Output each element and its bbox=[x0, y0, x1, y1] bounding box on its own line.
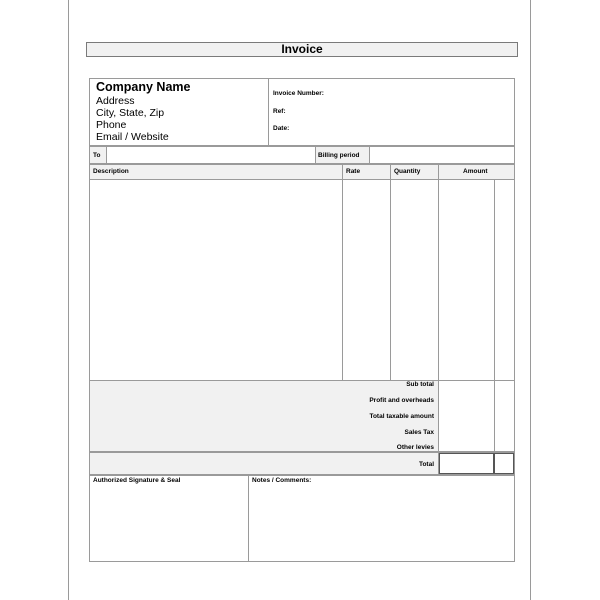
total-value-field[interactable] bbox=[439, 453, 494, 474]
col-rate: Rate bbox=[346, 168, 361, 175]
divider bbox=[342, 164, 343, 380]
billing-period-label: Billing period bbox=[318, 152, 360, 159]
table-header bbox=[90, 165, 514, 179]
col-amount: Amount bbox=[463, 168, 488, 175]
profit-label: Profit and overheads bbox=[369, 397, 434, 404]
signature-label: Authorized Signature & Seal bbox=[93, 477, 181, 484]
to-label: To bbox=[93, 152, 101, 159]
total-label: Total bbox=[418, 461, 434, 468]
company-email: Email / Website bbox=[96, 131, 169, 143]
taxable-label: Total taxable amount bbox=[369, 413, 434, 420]
notes-label: Notes / Comments: bbox=[252, 477, 312, 484]
divider bbox=[494, 179, 495, 452]
col-description: Description bbox=[93, 168, 129, 175]
footer-box bbox=[89, 475, 515, 562]
invoice-title: Invoice bbox=[86, 42, 518, 57]
company-address: Address bbox=[96, 95, 135, 107]
divider bbox=[89, 179, 515, 180]
company-phone: Phone bbox=[96, 119, 127, 131]
divider bbox=[438, 164, 439, 452]
divider bbox=[369, 146, 370, 164]
company-city: City, State, Zip bbox=[96, 107, 165, 119]
ref-label: Ref: bbox=[273, 108, 286, 115]
divider bbox=[390, 164, 391, 380]
divider bbox=[248, 475, 249, 562]
col-quantity: Quantity bbox=[394, 168, 421, 175]
invoice-number-label: Invoice Number: bbox=[273, 90, 324, 97]
total-value-field-2[interactable] bbox=[494, 453, 514, 474]
company-name: Company Name bbox=[96, 80, 191, 94]
divider bbox=[106, 146, 107, 164]
sales-tax-label: Sales Tax bbox=[404, 429, 434, 436]
divider bbox=[268, 78, 269, 146]
subtotal-label: Sub total bbox=[406, 381, 434, 388]
date-label: Date: bbox=[273, 125, 290, 132]
other-levies-label: Other levies bbox=[396, 444, 434, 451]
divider bbox=[315, 146, 316, 164]
billing-row bbox=[89, 146, 515, 164]
